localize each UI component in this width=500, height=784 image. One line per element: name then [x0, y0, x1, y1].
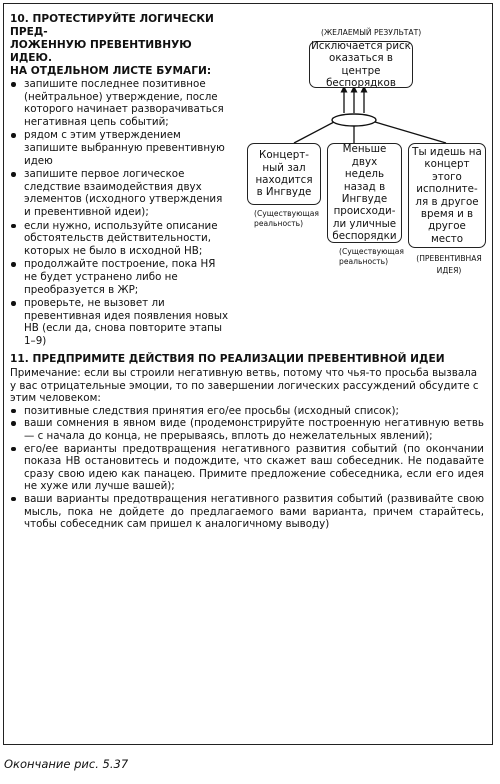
connector-line — [375, 122, 446, 143]
reality-caption-2: (Существующая реальность) — [339, 247, 404, 266]
reality-box-1 — [247, 143, 321, 205]
preventive-idea-box — [408, 143, 486, 248]
section-11-list — [10, 405, 484, 531]
connector-line — [294, 122, 334, 143]
list-item: если нужно, используйте описание обстоятельств действительности, которых не было в исходной НВ; — [10, 220, 230, 258]
preventive-idea-box-text: Ты идешь на концерт этого исполните-ля в другое время и в другое место — [412, 145, 482, 245]
list-item: запишите последнее позитивное (нейтральное) утверждение, после которого начинает разворачиваться негативная цепь событий; — [10, 78, 230, 128]
list-item: его/ее варианты предотвращения негативного развития событий (по окончании показа НВ остановитесь и подождите, что скажет ваш собеседник. Не подавайте сразу свою идею как панацею. Примите предложение собеседника, если его идея не хуже или лучше вашей); — [10, 443, 484, 493]
result-box — [309, 41, 413, 88]
list-item: проверьте, не вызовет ли превентивная идея появления новых НВ (если да, снова повторите этапы 1–9) — [10, 297, 230, 347]
section-11 — [10, 353, 484, 531]
list-item: ваши варианты предотвращения негативного развития событий (развивайте свою мысль, пока не дойдете до предлагаемого вами варианта, причем старайтесь, чтобы собеседник сам пришел к аналогичному выводу) — [10, 493, 484, 531]
and-connector-ellipse — [332, 114, 376, 126]
list-item: рядом с этим утверждением запишите выбранную превентивную идею — [10, 129, 230, 167]
reality-box-2 — [327, 143, 402, 243]
reality-box-1-text: Концерт-ный зал находится в Ингвуде — [255, 149, 313, 199]
preventive-idea-caption: (ПРЕВЕНТИВНАЯ ИДЕЯ) — [416, 254, 482, 275]
list-item: продолжайте построение, пока НЯ не будет устранено либо не преобразуется в ЖР; — [10, 258, 230, 296]
section-11-title: 11. ПРЕДПРИМИТЕ ДЕЙСТВИЯ ПО РЕАЛИЗАЦИИ ПРЕВЕНТИВНОЙ ИДЕИ — [10, 353, 445, 365]
result-box-text: Исключается риск оказаться в центре беспорядков — [311, 39, 411, 89]
result-caption: (ЖЕЛАЕМЫЙ РЕЗУЛЬТАТ) — [321, 28, 422, 37]
reality-box-2-text: Меньше двух недель назад в Ингвуде происходи-ли уличные беспорядки — [332, 143, 397, 243]
section-10-title-line: 10. ПРОТЕСТИРУЙТЕ ЛОГИЧЕСКИ ПРЕД- — [10, 13, 214, 38]
list-item: ваши сомнения в явном виде (продемонстрируйте построенную негативную ветвь — с начала до конца, не прерываясь, вплоть до нежелательных явлений); — [10, 417, 484, 442]
reality-caption-1: (Существующая реальность) — [254, 209, 319, 228]
section-10-title-line: ЛОЖЕННУЮ ПРЕВЕНТИВНУЮ ИДЕЮ. — [10, 39, 192, 64]
list-item: позитивные следствия принятия его/ее просьбы (исходный список); — [10, 405, 484, 418]
figure-caption: Окончание рис. 5.37 — [4, 757, 129, 771]
section-11-note: Примечание: если вы строили негативную ветвь, потому что чья-то просьба вызвала у вас отрицательные эмоции, то по завершении логических рассуждений обсудите с этим человеком: — [10, 367, 479, 405]
list-item: запишите первое логическое следствие взаимодействия двух элементов (исходного утверждения и превентивной идеи); — [10, 168, 230, 218]
section-10-title-line: НА ОТДЕЛЬНОМ ЛИСТЕ БУМАГИ: — [10, 65, 212, 77]
